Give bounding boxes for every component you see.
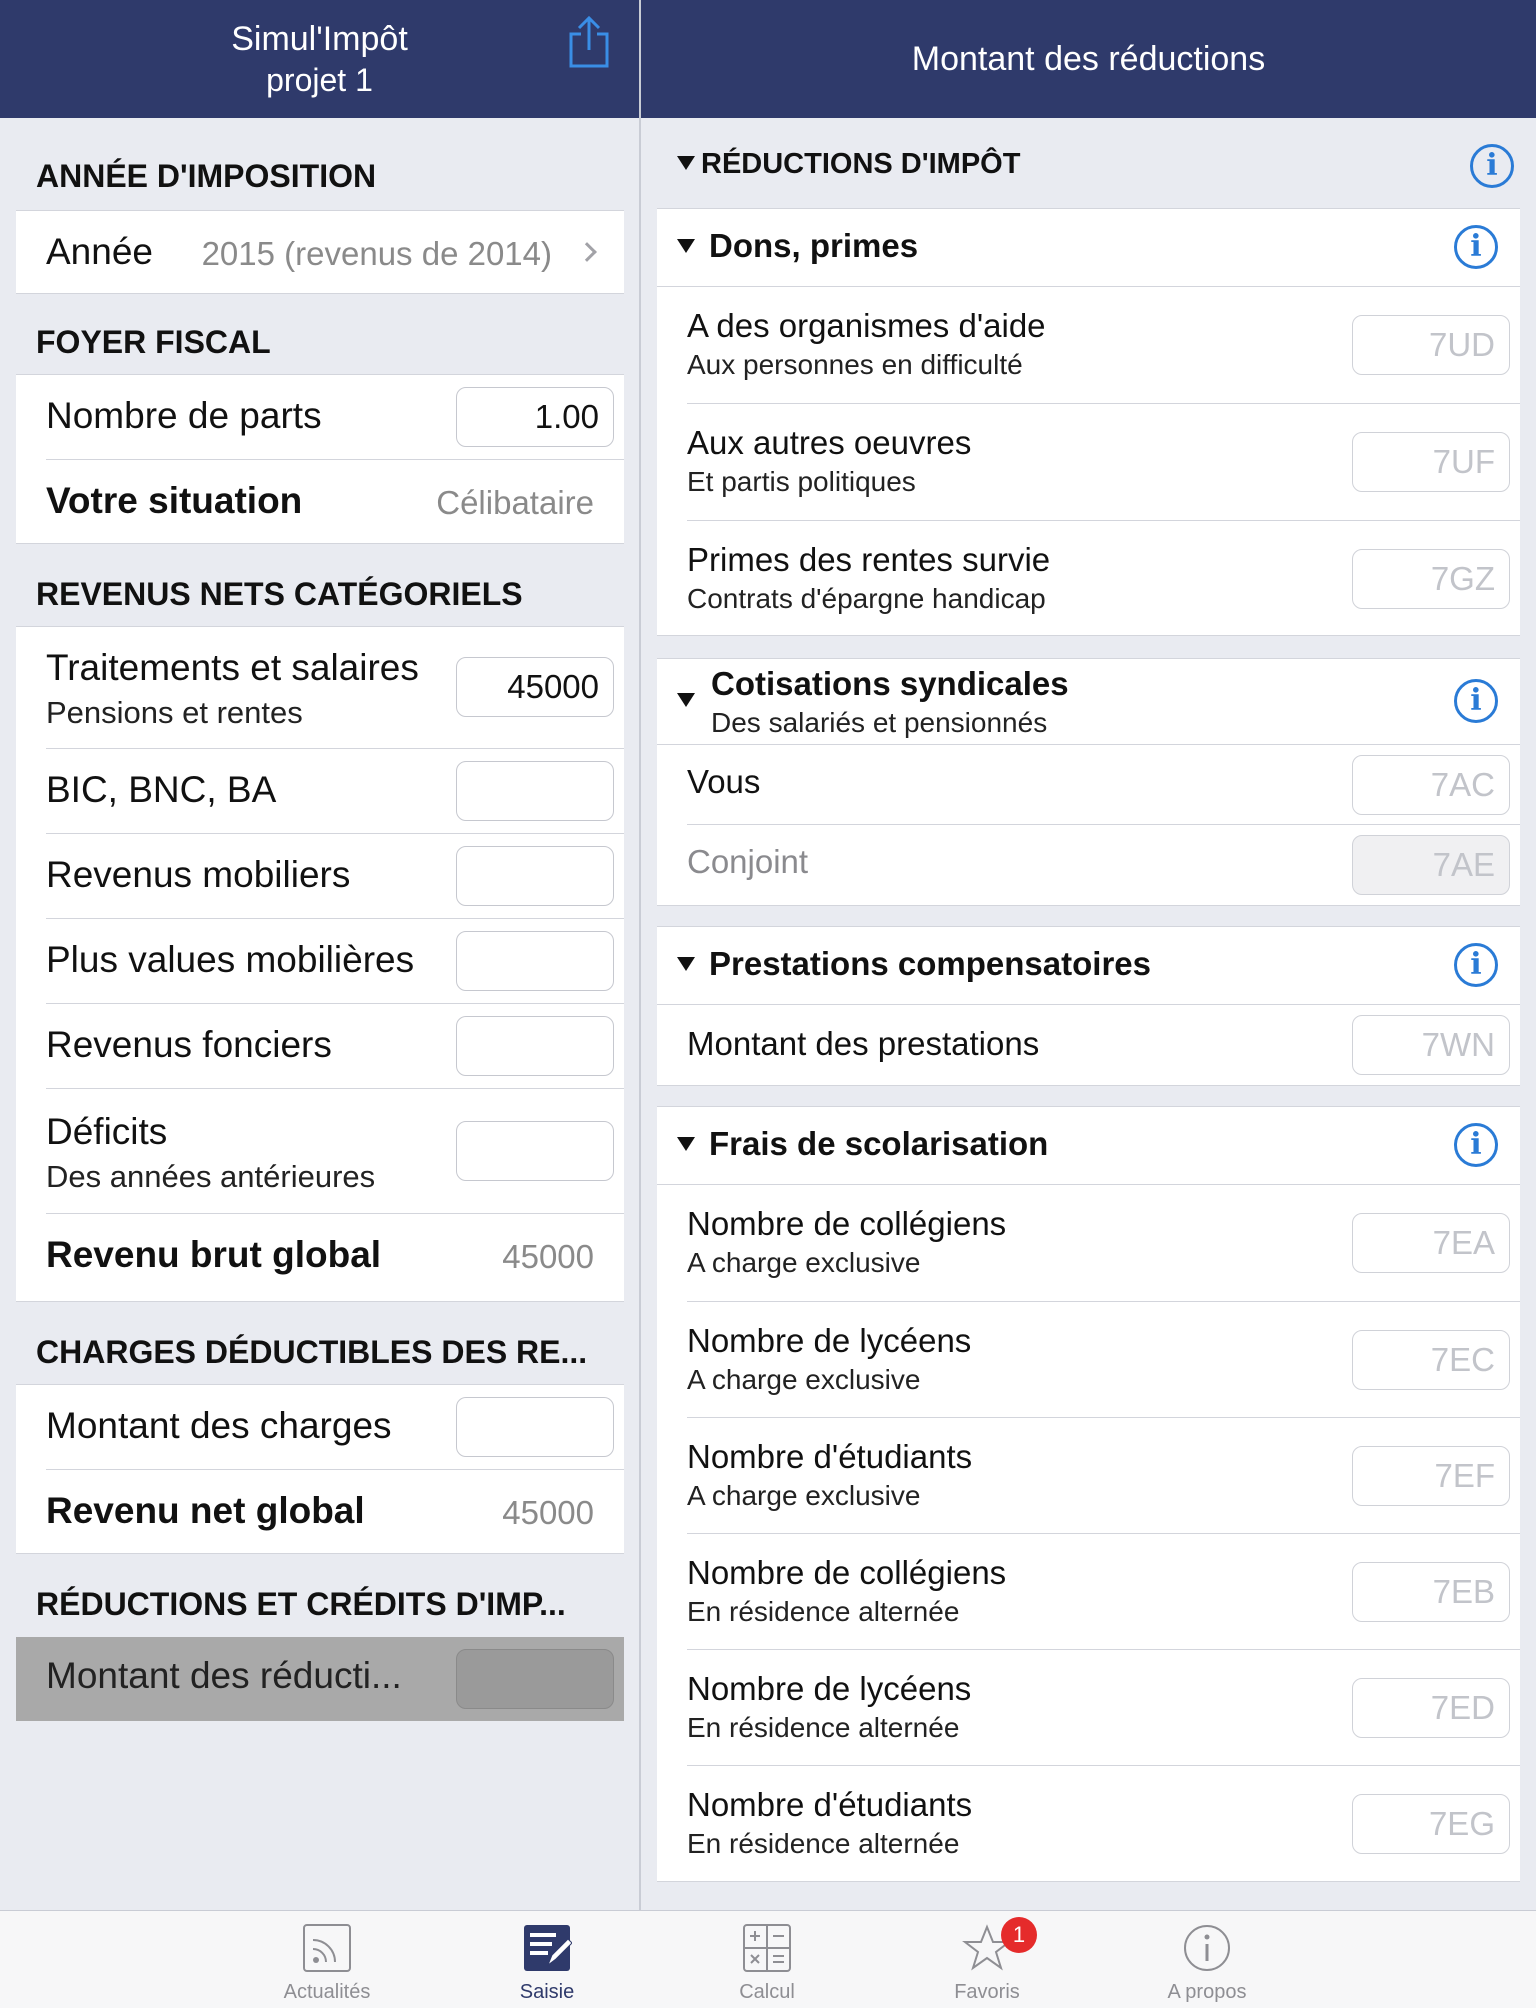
scolarisation-row (687, 1650, 1520, 1766)
mobiliers-row (46, 834, 624, 919)
prestations-label: Montant des prestations (687, 1025, 1040, 1062)
field-7ec[interactable]: 7EC (1352, 1330, 1510, 1390)
scolarisation-row-sub: A charge exclusive (687, 1480, 921, 1511)
scolarisation-row-label: Nombre de collégiens (687, 1205, 1007, 1242)
field-7ae: 7AE (1352, 835, 1510, 895)
traitements-row (46, 627, 624, 749)
dons-row-label: A des organismes d'aide (687, 307, 1046, 344)
section-revenus: REVENUS NETS CATÉGORIELS (36, 576, 523, 612)
fonciers-label: Revenus fonciers (46, 1024, 332, 1065)
scolarisation-card (657, 1106, 1520, 1882)
dons-card (657, 208, 1520, 636)
info-icon[interactable]: i (1470, 144, 1514, 188)
scolarisation-row (687, 1185, 1520, 1302)
field-7wn[interactable]: 7WN (1352, 1015, 1510, 1075)
deficits-sub: Des années antérieures (46, 1159, 376, 1194)
scolarisation-row (687, 1534, 1520, 1650)
field-7ac[interactable]: 7AC (1352, 755, 1510, 815)
scolarisation-row-label: Nombre de collégiens (687, 1554, 1007, 1591)
tab-label: Calcul (739, 1981, 795, 2003)
bic-label: BIC, BNC, BA (46, 769, 277, 810)
traitements-input[interactable]: 45000 (456, 657, 614, 717)
dons-row-sub: Aux personnes en difficulté (687, 349, 1023, 380)
rss-icon (302, 1923, 352, 1973)
scolarisation-row-sub: A charge exclusive (687, 1247, 921, 1278)
scolarisation-row-label: Nombre d'étudiants (687, 1438, 973, 1475)
tab-calcul[interactable] (657, 1911, 877, 2008)
prestations-title: Prestations compensatoires (677, 945, 1151, 983)
section-annee: ANNÉE D'IMPOSITION (36, 158, 377, 194)
collapse-triangle-icon (677, 239, 695, 253)
field-7ud[interactable]: 7UD (1352, 315, 1510, 375)
conjoint-label: Conjoint (687, 843, 809, 880)
fonciers-input[interactable] (456, 1016, 614, 1076)
info-icon[interactable]: i (1454, 1123, 1498, 1167)
field-7gz[interactable]: 7GZ (1352, 549, 1510, 609)
dons-row-label: Primes des rentes survie (687, 541, 1051, 578)
charges-label: Montant des charges (46, 1405, 392, 1446)
mobiliers-label: Revenus mobiliers (46, 854, 351, 895)
net-label: Revenu net global (46, 1490, 365, 1531)
prestations-header[interactable] (657, 927, 1520, 1005)
bic-row (46, 749, 624, 834)
scolarisation-header[interactable] (657, 1107, 1520, 1185)
plus-values-row (46, 919, 624, 1004)
tab-label: Actualités (283, 1981, 371, 2003)
section-foyer: FOYER FISCAL (36, 324, 271, 360)
collapse-triangle-icon (677, 1137, 695, 1151)
right-navbar (641, 0, 1536, 118)
prestations-row (687, 1005, 1520, 1085)
field-7ef[interactable]: 7EF (1352, 1446, 1510, 1506)
net-row (46, 1470, 624, 1554)
charges-card (16, 1384, 624, 1554)
charges-input[interactable] (456, 1397, 614, 1457)
dons-row-label: Aux autres oeuvres (687, 424, 972, 461)
cotisations-subtitle: Des salariés et pensionnés (711, 707, 1048, 738)
field-7eg[interactable]: 7EG (1352, 1794, 1510, 1854)
field-7ea[interactable]: 7EA (1352, 1213, 1510, 1273)
deficits-row (46, 1089, 624, 1214)
collapse-triangle-icon (677, 693, 695, 707)
situation-label: Votre situation (46, 480, 303, 521)
dons-header[interactable] (657, 209, 1520, 287)
scolarisation-row-sub: En résidence alternée (687, 1596, 960, 1627)
calculator-icon (742, 1923, 792, 1973)
scolarisation-row-label: Nombre de lycéens (687, 1670, 972, 1707)
plus-values-input[interactable] (456, 931, 614, 991)
tab-label: Favoris (954, 1981, 1020, 2003)
tab-saisie[interactable] (437, 1911, 657, 2008)
scolarisation-row (687, 1418, 1520, 1534)
project-name: projet 1 (266, 62, 373, 98)
tab-label: A propos (1167, 1981, 1247, 2003)
situation-row[interactable] (46, 460, 624, 544)
traitements-label: Traitements et salaires (46, 647, 419, 688)
fonciers-row (46, 1004, 624, 1089)
reductions-label: Montant des réducti... (46, 1655, 402, 1696)
info-icon (1182, 1923, 1232, 1973)
reductions-header[interactable]: RÉDUCTIONS D'IMPÔT (677, 148, 1020, 181)
plus-values-label: Plus values mobilières (46, 939, 415, 980)
revenus-card (16, 626, 624, 1302)
scolarisation-row (687, 1766, 1520, 1880)
info-icon[interactable]: i (1454, 943, 1498, 987)
cotisations-card (657, 658, 1520, 906)
dons-title: Dons, primes (677, 227, 918, 265)
reductions-row-selected[interactable] (16, 1637, 624, 1721)
dons-row-sub: Et partis politiques (687, 466, 916, 497)
tab-actualites[interactable] (217, 1911, 437, 2008)
brut-label: Revenu brut global (46, 1234, 382, 1275)
parts-input[interactable]: 1.00 (456, 387, 614, 447)
field-7ed[interactable]: 7ED (1352, 1678, 1510, 1738)
field-7eb[interactable]: 7EB (1352, 1562, 1510, 1622)
share-icon[interactable] (567, 14, 611, 70)
tab-label: Saisie (519, 1981, 575, 2003)
scolarisation-row-sub: En résidence alternée (687, 1712, 960, 1743)
input-list-pane[interactable] (0, 118, 639, 1910)
brut-row (46, 1214, 624, 1299)
collapse-triangle-icon (677, 156, 695, 170)
mobiliers-input[interactable] (456, 846, 614, 906)
dons-row (687, 287, 1520, 404)
cotisations-title: Cotisations syndicales (711, 665, 1069, 702)
conjoint-row (687, 825, 1520, 905)
charges-row (46, 1385, 624, 1470)
detail-pane[interactable] (641, 118, 1536, 1910)
scolarisation-row-sub: En résidence alternée (687, 1828, 960, 1859)
annee-row[interactable] (46, 211, 624, 293)
info-icon[interactable]: i (1454, 679, 1498, 723)
scolarisation-row (687, 1302, 1520, 1418)
chevron-right-icon (577, 242, 597, 262)
detail-title: Montant des réductions (911, 40, 1266, 78)
bic-input[interactable] (456, 761, 614, 821)
edit-icon (522, 1923, 572, 1973)
annee-label: Année (46, 231, 153, 272)
tab-bar (0, 1910, 1536, 2008)
scolarisation-row-label: Nombre d'étudiants (687, 1786, 973, 1823)
app-title: Simul'Impôt (231, 20, 408, 58)
reductions-input[interactable] (456, 1649, 614, 1709)
parts-row (46, 375, 624, 460)
annee-card (16, 210, 624, 294)
situation-value: Célibataire (436, 484, 594, 521)
scolarisation-title: Frais de scolarisation (677, 1125, 1048, 1163)
section-charges: CHARGES DÉDUCTIBLES DES RE... (36, 1334, 588, 1370)
vous-label: Vous (687, 763, 761, 800)
info-icon[interactable]: i (1454, 225, 1498, 269)
brut-value: 45000 (502, 1238, 594, 1275)
vous-row (687, 745, 1520, 825)
annee-value: 2015 (revenus de 2014) (202, 235, 594, 273)
tab-favoris[interactable] (877, 1911, 1097, 2008)
scolarisation-row-sub: A charge exclusive (687, 1364, 921, 1395)
dons-row (687, 521, 1520, 635)
favoris-badge: 1 (1001, 1917, 1037, 1953)
scolarisation-row-label: Nombre de lycéens (687, 1322, 972, 1359)
deficits-label: Déficits (46, 1111, 168, 1152)
net-value: 45000 (502, 1494, 594, 1531)
dons-row (687, 404, 1520, 521)
collapse-triangle-icon (677, 957, 695, 971)
left-navbar (0, 0, 639, 118)
field-7uf[interactable]: 7UF (1352, 432, 1510, 492)
tab-a-propos[interactable] (1097, 1911, 1317, 2008)
section-reductions: RÉDUCTIONS ET CRÉDITS D'IMP... (36, 1586, 566, 1622)
parts-label: Nombre de parts (46, 395, 322, 436)
dons-row-sub: Contrats d'épargne handicap (687, 583, 1046, 614)
prestations-card (657, 926, 1520, 1086)
foyer-card (16, 374, 624, 544)
deficits-input[interactable] (456, 1121, 614, 1181)
traitements-sub: Pensions et rentes (46, 695, 303, 730)
cotisations-header[interactable] (657, 659, 1520, 745)
